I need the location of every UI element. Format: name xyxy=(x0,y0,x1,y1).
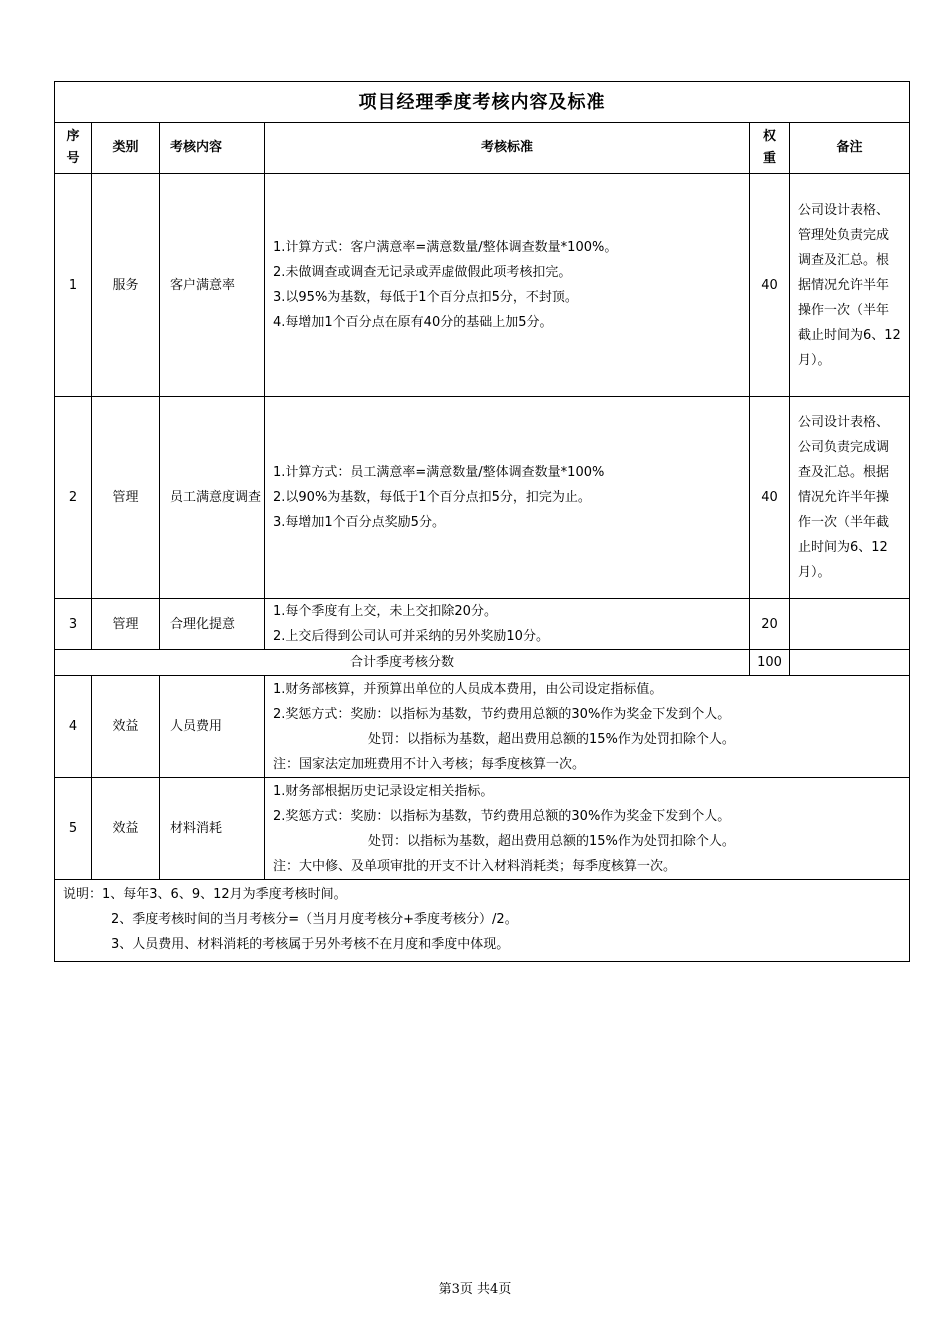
standard-line: 1.财务部核算，并预算出单位的人员成本费用，由公司设定指标值。 xyxy=(273,681,663,697)
page-footer: 第3页 共4页 xyxy=(438,1282,512,1297)
row-remark xyxy=(790,599,910,650)
header-seq-line1: 序 xyxy=(66,129,80,144)
header-weight-line1: 权 xyxy=(762,129,776,144)
total-row xyxy=(55,650,910,676)
header-weight-line2: 重 xyxy=(762,151,776,166)
row-standard xyxy=(265,174,750,397)
standard-line: 3.每增加1个百分点奖励5分。 xyxy=(273,515,445,530)
row-standard xyxy=(265,397,750,599)
standard-line: 处罚：以指标为基数，超出费用总额的15%作为处罚扣除个人。 xyxy=(368,731,735,747)
total-weight: 100 xyxy=(750,650,790,676)
row-weight: 40 xyxy=(750,174,790,397)
row-standard xyxy=(265,676,910,778)
table-title: 项目经理季度考核内容及标准 xyxy=(55,82,910,123)
explanation-line: 2、季度考核时间的当月考核分=（当月月度考核分+季度考核分）/2。 xyxy=(111,912,518,927)
table-row xyxy=(55,174,910,397)
header-seq xyxy=(55,123,92,174)
row-category: 效益 xyxy=(92,778,160,880)
row-seq: 3 xyxy=(55,599,92,650)
explanation-row xyxy=(55,880,910,962)
row-seq: 4 xyxy=(55,676,92,778)
standard-line: 2.未做调查或调查无记录或弄虚做假此项考核扣完。 xyxy=(273,265,572,280)
total-remark xyxy=(790,650,910,676)
standard-line: 注：国家法定加班费用不计入考核；每季度核算一次。 xyxy=(273,756,586,772)
explanation-line: 说明：1、每年3、6、9、12月为季度考核时间。 xyxy=(63,887,347,902)
row-weight: 40 xyxy=(750,397,790,599)
standard-line: 4.每增加1个百分点在原有40分的基础上加5分。 xyxy=(273,315,553,330)
header-standard: 考核标准 xyxy=(265,123,750,174)
row-category: 效益 xyxy=(92,676,160,778)
standard-line: 注：大中修、及单项审批的开支不计入材料消耗类；每季度核算一次。 xyxy=(273,858,677,874)
explanation-line: 3、人员费用、材料消耗的考核属于另外考核不在月度和季度中体现。 xyxy=(111,937,510,952)
standard-line: 1.计算方式：员工满意率=满意数量/整体调查数量*100% xyxy=(273,465,605,480)
row-standard xyxy=(265,599,750,650)
header-weight xyxy=(750,123,790,174)
total-label: 合计季度考核分数 xyxy=(55,650,750,676)
row-remark: 公司设计表格、公司负责完成调查及汇总。根据情况允许半年操作一次（半年截止时间为6、12月）。 xyxy=(790,397,910,599)
standard-line: 2.奖惩方式：奖励：以指标为基数，节约费用总额的30%作为奖金下发到个人。 xyxy=(273,808,731,824)
assessment-table xyxy=(54,81,910,962)
standard-line: 2.奖惩方式：奖励：以指标为基数，节约费用总额的30%作为奖金下发到个人。 xyxy=(273,706,731,722)
row-seq: 2 xyxy=(55,397,92,599)
header-content: 考核内容 xyxy=(160,123,265,174)
row-content: 客户满意率 xyxy=(160,174,265,397)
header-row xyxy=(55,123,910,174)
row-category: 管理 xyxy=(92,397,160,599)
standard-line: 1.每个季度有上交，未上交扣除20分。 xyxy=(273,604,497,619)
table-row xyxy=(55,676,910,778)
header-seq-line2: 号 xyxy=(66,151,80,166)
row-content: 材料消耗 xyxy=(160,778,265,880)
header-category: 类别 xyxy=(92,123,160,174)
row-standard xyxy=(265,778,910,880)
table-row xyxy=(55,397,910,599)
row-seq: 5 xyxy=(55,778,92,880)
standard-line: 处罚：以指标为基数，超出费用总额的15%作为处罚扣除个人。 xyxy=(368,833,735,849)
row-category: 服务 xyxy=(92,174,160,397)
header-remark: 备注 xyxy=(790,123,910,174)
row-content: 人员费用 xyxy=(160,676,265,778)
assessment-sheet xyxy=(54,81,909,962)
row-seq: 1 xyxy=(55,174,92,397)
explanation xyxy=(55,880,910,962)
table-row xyxy=(55,778,910,880)
row-remark: 公司设计表格、管理处负责完成调查及汇总。根据情况允许半年操作一次（半年截止时间为6、12月）。 xyxy=(790,174,910,397)
standard-line: 2.以90%为基数，每低于1个百分点扣5分，扣完为止。 xyxy=(273,490,591,505)
row-content: 员工满意度调查 xyxy=(160,397,265,599)
row-content: 合理化提意 xyxy=(160,599,265,650)
standard-line: 1.计算方式：客户满意率=满意数量/整体调查数量*100%。 xyxy=(273,240,618,255)
standard-line: 2.上交后得到公司认可并采纳的另外奖励10分。 xyxy=(273,629,549,644)
table-row xyxy=(55,599,910,650)
row-category: 管理 xyxy=(92,599,160,650)
row-weight: 20 xyxy=(750,599,790,650)
standard-line: 1.财务部根据历史记录设定相关指标。 xyxy=(273,783,494,799)
standard-line: 3.以95%为基数，每低于1个百分点扣5分，不封顶。 xyxy=(273,290,578,305)
